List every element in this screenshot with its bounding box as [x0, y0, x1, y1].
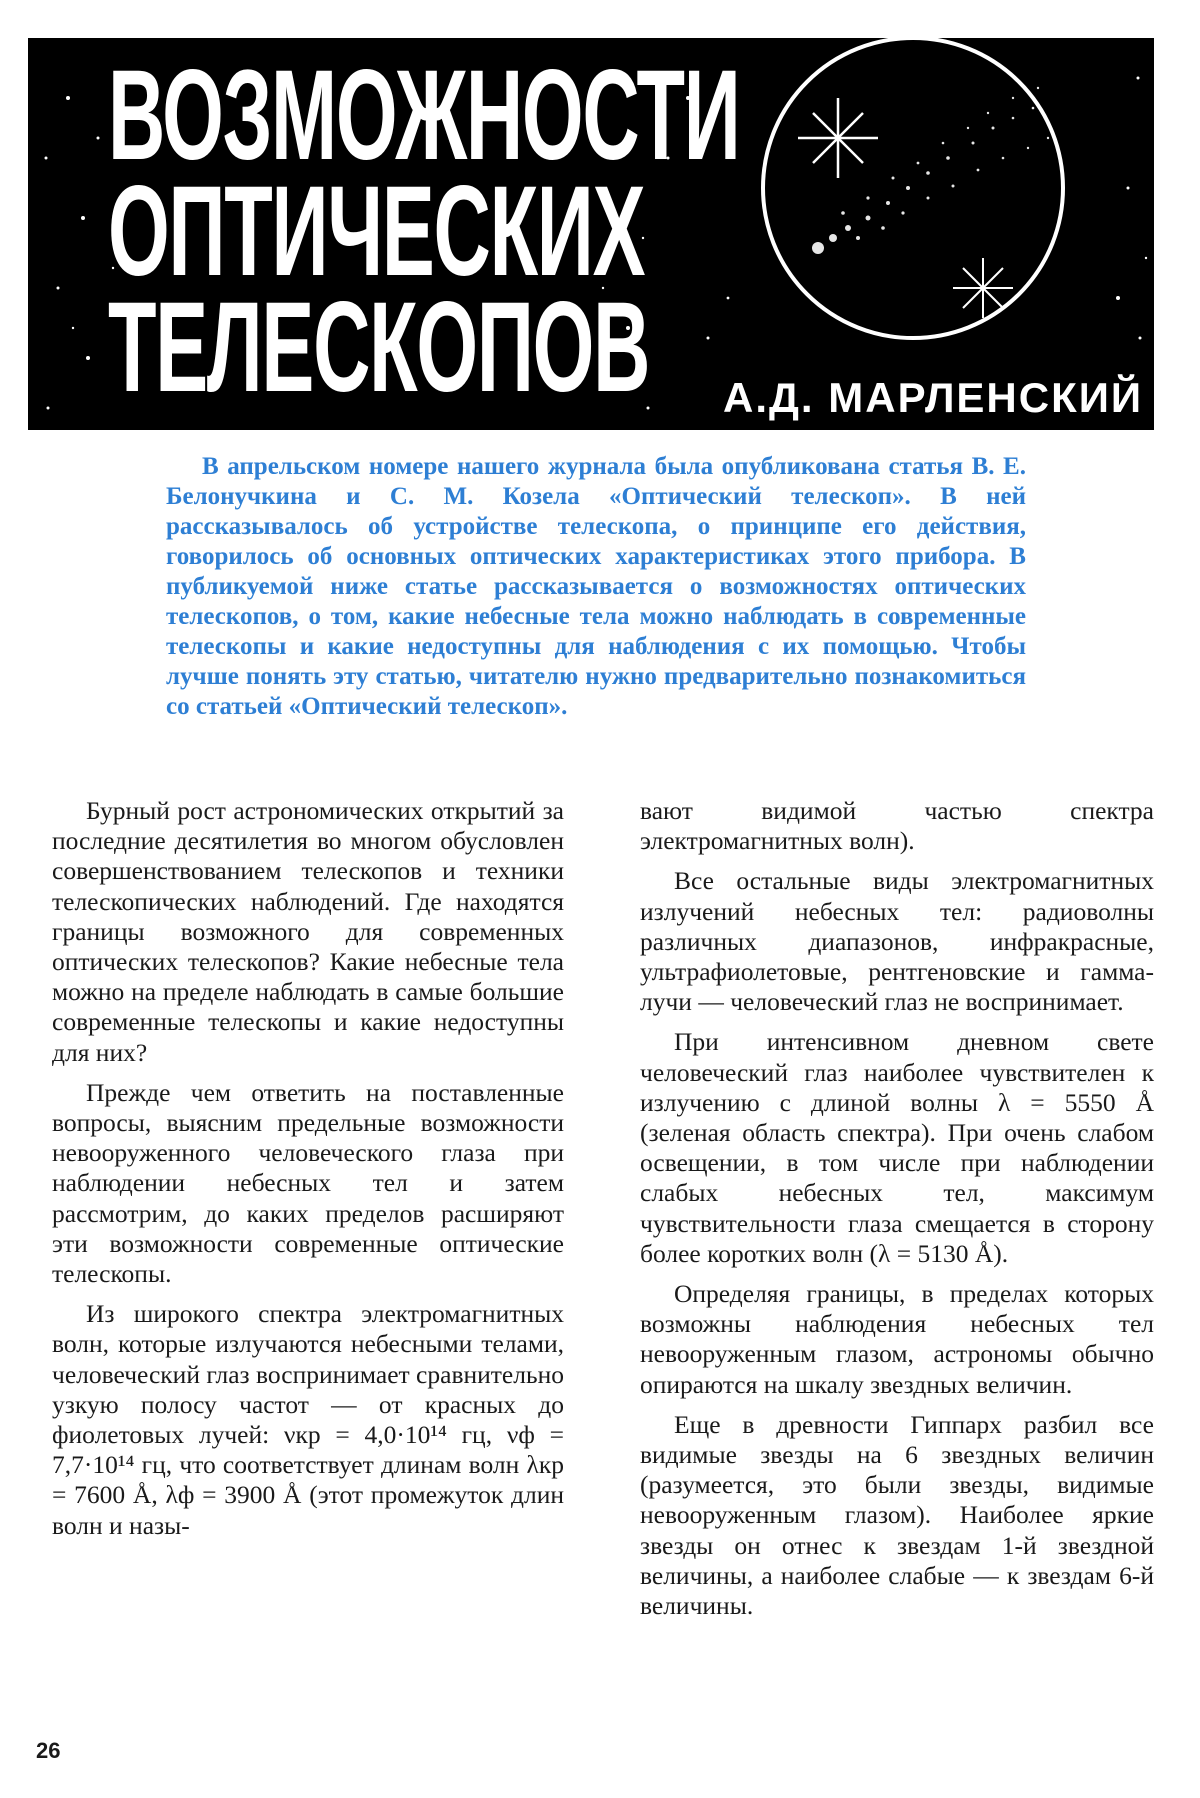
- title-line-2: ОПТИЧЕСКИХ: [108, 160, 645, 303]
- paragraph: Определяя границы, в пределах которых возможны наблюдения небесных тел невооруженным глазом, астрономы обычно опираются на шкалу звездных величин.: [640, 1279, 1154, 1399]
- paragraph: Все остальные виды электромагнитных излучений небесных тел: радиоволны различных диапазонов, инфракрасные, ультрафиолетовые, рентгеновские и гамма-лучи — человеческий глаз не воспринимает.: [640, 866, 1154, 1017]
- paragraph: Прежде чем ответить на поставленные вопросы, выясним предельные возможности невооруженного человеческого глаза при наблюдении небесных тел и затем рассмотрим, до каких пределов расширяют эти возможности современные оптические телескопы.: [52, 1077, 564, 1289]
- left-column: [52, 796, 564, 1551]
- title-line-3: ТЕЛЕСКОПОВ: [108, 276, 650, 419]
- title-banner: [28, 38, 1154, 430]
- right-column: [640, 796, 1154, 1631]
- paragraph: вают видимой частью спектра электромагнитных волн).: [640, 796, 1154, 856]
- star-sparkle-icon: [798, 98, 878, 178]
- paragraph: Еще в древности Гиппарх разбил все видимые звезды на 6 звездных величин (разумеется, это были звезды, видимые невооруженным глазом). Наиболее яркие звезды он отнес к звездам 1-й звездной величины, а наиболее слабые — к звездам 6-й величины.: [640, 1409, 1154, 1621]
- paragraph: Бурный рост астрономических открытий за последние десятилетия во многом обусловлен совершенствованием телескопов и техники телескопических наблюдений. Где находятся границы возможного для современных оптических телескопов? Какие небесные тела можно на пределе наблюдать в самые большие современные телескопы и какие недоступны для них?: [52, 796, 564, 1067]
- page-number: 26: [36, 1738, 61, 1763]
- lead-paragraph: В апрельском номере нашего журнала была опубликована статья В. Е. Белонучкина и С. М. Козела «Оптический телескоп». В ней рассказывалось об устройстве телескопа, о принципе его действия, говорилось об основных оптических характеристиках этого прибора. В публикуемой ниже статье рассказывается о возможностях оптических телескопов, о том, какие небесные тела можно наблюдать в современные телескопы и какие недоступны для наблюдения с их помощью. Чтобы лучше понять эту статью, читателю нужно предварительно познакомиться со статьей «Оптический телескоп».: [166, 453, 1026, 720]
- sky-circle: [763, 38, 1063, 338]
- author-name: А.Д. МАРЛЕНСКИЙ: [723, 374, 1144, 421]
- paragraph: Из широкого спектра электромагнитных волн, которые излучаются небесными телами, человеческий глаз воспринимает сравнительно узкую полосу частот — от красных до фиолетовых лучей: νкр = 4,0·10¹⁴ гц, νф = 7,7·10¹⁴ гц, что соответствует длинам волн λкр = 7600 Å, λф = 3900 Å (этот промежуток длин волн и назы-: [52, 1299, 564, 1540]
- paragraph: При интенсивном дневном свете человеческий глаз наиболее чувствителен к излучению с длиной волны λ = 5550 Å (зеленая область спектра). При очень слабом освещении, в том числе при наблюдении слабых небесных тел, максимум чувствительности глаза смещается в сторону более коротких волн (λ = 5130 Å).: [640, 1027, 1154, 1268]
- title-line-1: ВОЗМОЖНОСТИ: [108, 44, 740, 187]
